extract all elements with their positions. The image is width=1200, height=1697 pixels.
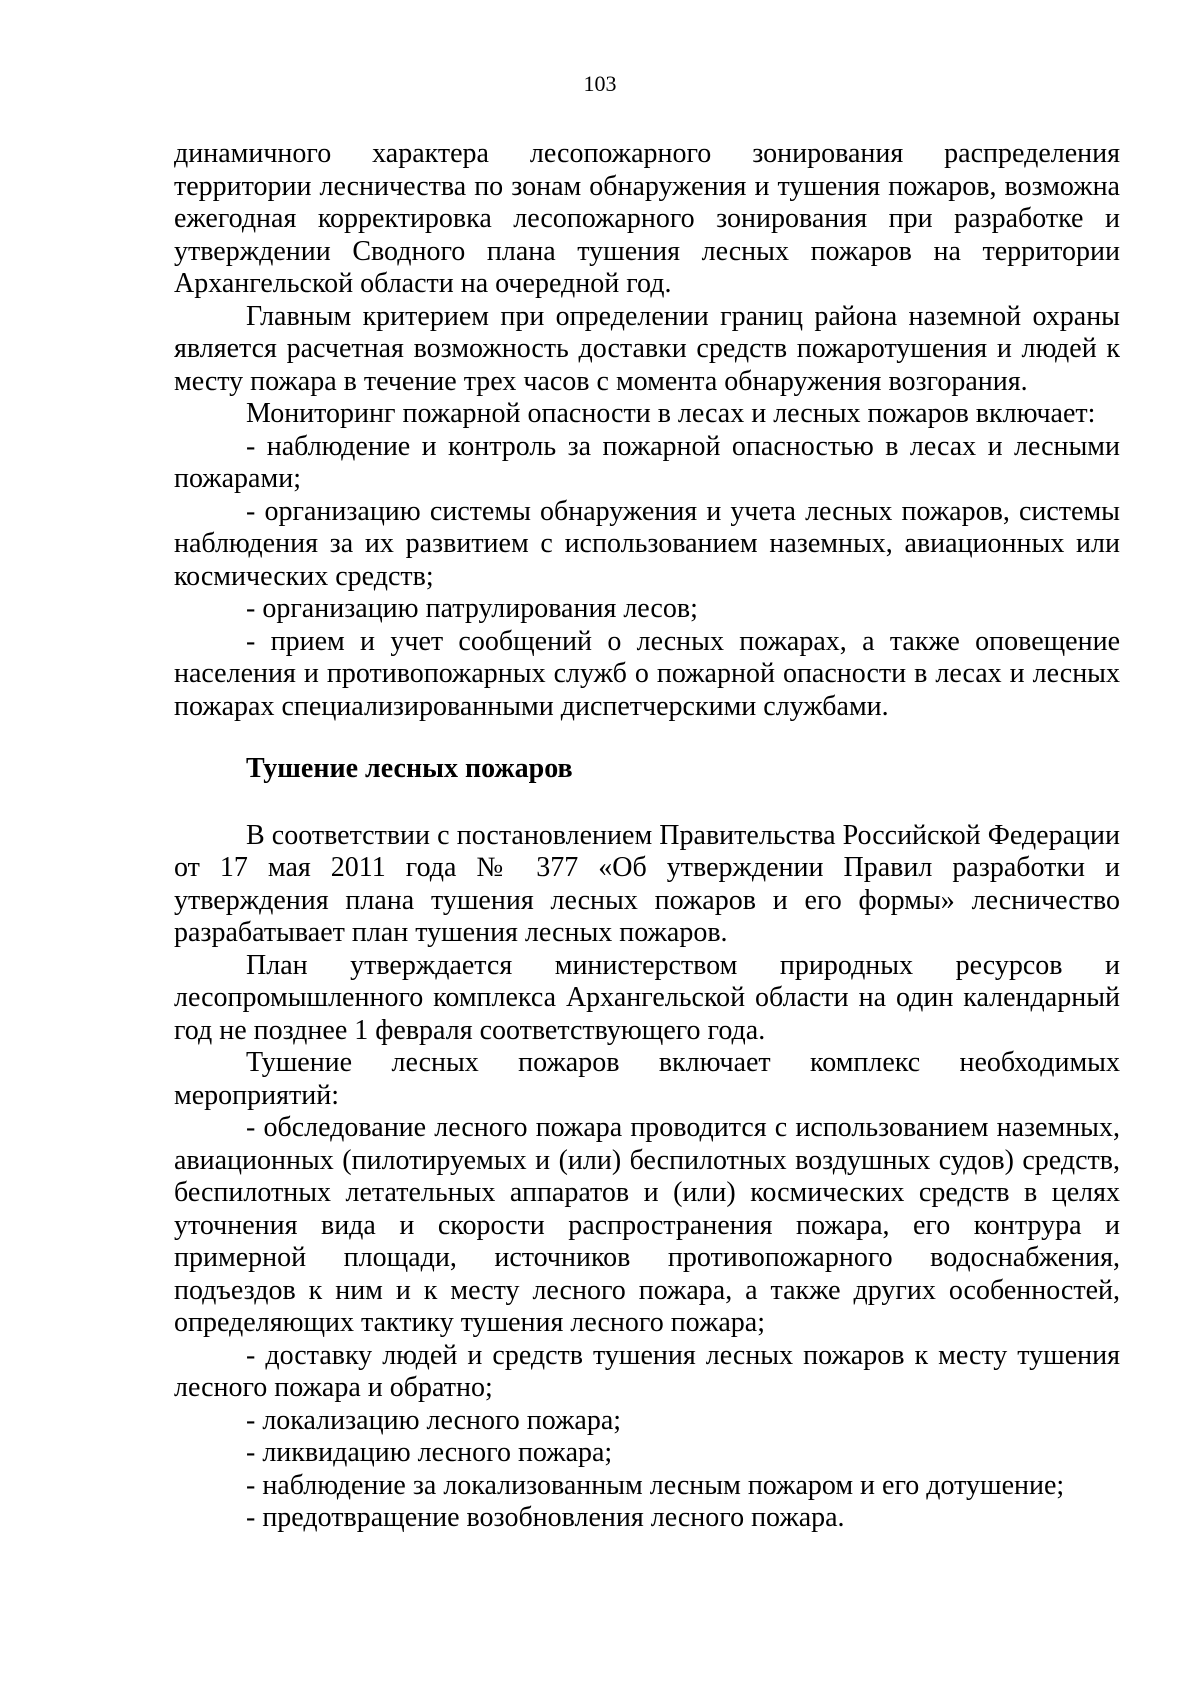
section-heading: Тушение лесных пожаров — [246, 753, 573, 784]
list-item-monitoring: - организацию системы обнаружения и учета лесных пожаров, системы наблюдения за их развитием с использованием наземных, авиационных или космических средств; — [174, 495, 1120, 592]
document-body — [174, 138, 1120, 1535]
list-item-measure: - предотвращение возобновления лесного пожара. — [246, 1502, 845, 1533]
list-item-monitoring: - прием и учет сообщений о лесных пожарах, а также оповещение населения и противопожарных служб о пожарной опасности в лесах и лесных пожарах специализированными диспетчерскими службами. — [174, 625, 1120, 722]
list-item-monitoring: - организацию патрулирования лесов; — [246, 593, 698, 624]
paragraph-measures-intro: Тушение лесных пожаров включает комплекс необходимых мероприятий: — [174, 1047, 1120, 1111]
list-item-measure: - локализацию лесного пожара; — [246, 1404, 622, 1436]
list-item-measure: - обследование лесного пожара проводится с использованием наземных, авиационных (пилотируемых и (или) беспилотных воздушных судов) средств, беспилотных летательных аппаратов и (или) космических средств в целях уточнения вида и скорости распространения пожара, его контрура и примерной площади, источников противопожарного водоснабжения, подъездов к ним и к месту лесного пожара, а также других особенностей, определяющих тактику тушения лесного пожара; — [174, 1112, 1120, 1338]
paragraph-continuation: динамичного характера лесопожарного зонирования распределения территории лесничества по зонам обнаружения и тушения пожаров, возможна ежегодная корректировка лесопожарного зонирования при разработке и утверждении Сводного плана тушения лесных пожаров на территории Архангельской области на очередной год. — [174, 138, 1120, 299]
list-item-monitoring: - наблюдение и контроль за пожарной опасностью в лесах и лесными пожарами; — [174, 430, 1120, 494]
list-item-measure: - наблюдение за локализованным лесным пожаром и его дотушение; — [246, 1469, 1065, 1501]
list-item-measure: - ликвидацию лесного пожара; — [246, 1437, 613, 1468]
paragraph-monitoring-intro: Мониторинг пожарной опасности в лесах и лесных пожаров включает: — [246, 398, 1096, 429]
paragraph-resolution: В соответствии с постановлением Правительства Российской Федерации от 17 мая 2011 года № 377 «Об утверждении Правил разработки и утверждения плана тушения лесных пожаров и его формы» лесничество разрабатывает план тушения лесных пожаров. — [174, 819, 1120, 948]
list-item-measure: - доставку людей и средств тушения лесных пожаров к месту тушения лесного пожара и обратно; — [174, 1339, 1120, 1403]
page-number: 103 — [583, 71, 617, 96]
paragraph-plan-approval: План утверждается министерством природных ресурсов и лесопромышленного комплекса Архангельской области на один календарный год не позднее 1 февраля соответствующего года. — [174, 949, 1120, 1046]
paragraph-criterion: Главным критерием при определении границ района наземной охраны является расчетная возможность доставки средств пожаротушения и людей к месту пожара в течение трех часов с момента обнаружения возгорания. — [174, 300, 1120, 397]
